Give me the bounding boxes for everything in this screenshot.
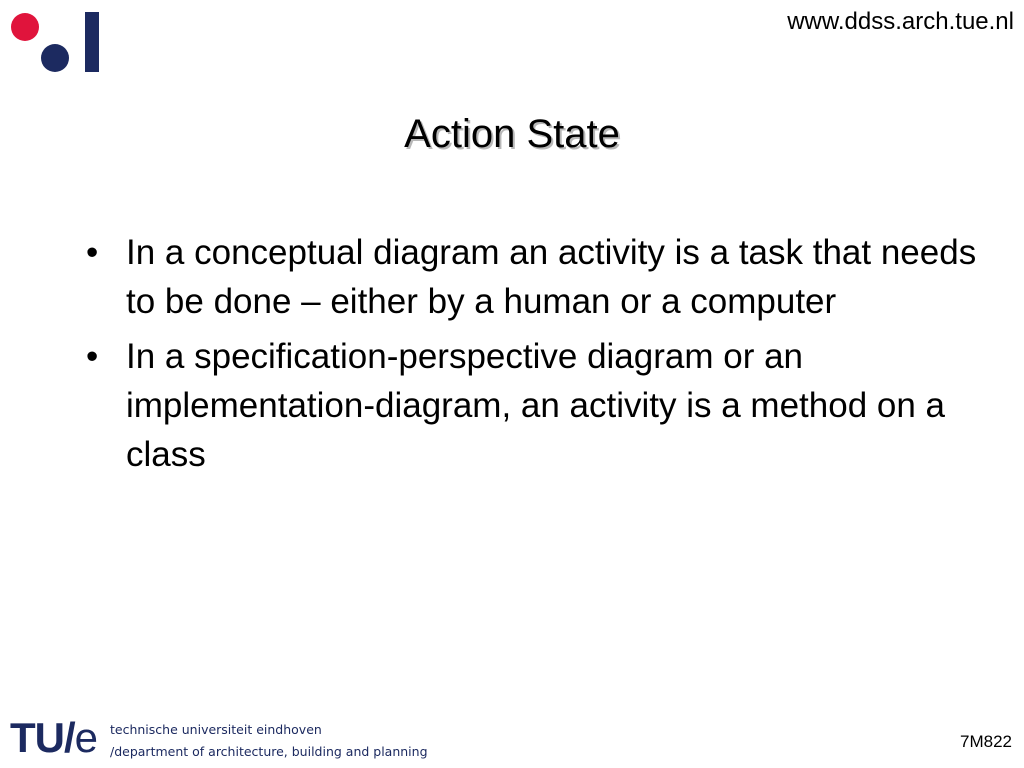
header-url: www.ddss.arch.tue.nl — [787, 8, 1014, 35]
bullet-item — [84, 228, 996, 326]
bullet-item — [84, 332, 996, 479]
tue-logo-mark-icon — [8, 8, 104, 76]
bullet-text: In a conceptual diagram an activity is a task that needs to be done – either by a human or a computer — [126, 233, 977, 321]
tue-wordmark-suffix: e — [74, 714, 98, 761]
slide-title: Action State — [404, 112, 620, 156]
tue-wordmark-logo — [10, 714, 97, 762]
department-name: /department of architecture, building and planning — [110, 744, 428, 759]
bullet-dot-icon: • — [86, 337, 99, 376]
bullet-text: In a specification-perspective diagram or an implementation-diagram, an activity is a method on a class — [126, 337, 946, 474]
bullet-dot-icon: • — [86, 233, 99, 272]
university-name: technische universiteit eindhoven — [110, 722, 322, 737]
course-code: 7M822 — [960, 732, 1012, 751]
tue-wordmark-prefix: TU/ — [10, 714, 75, 761]
bullet-list — [84, 228, 996, 485]
